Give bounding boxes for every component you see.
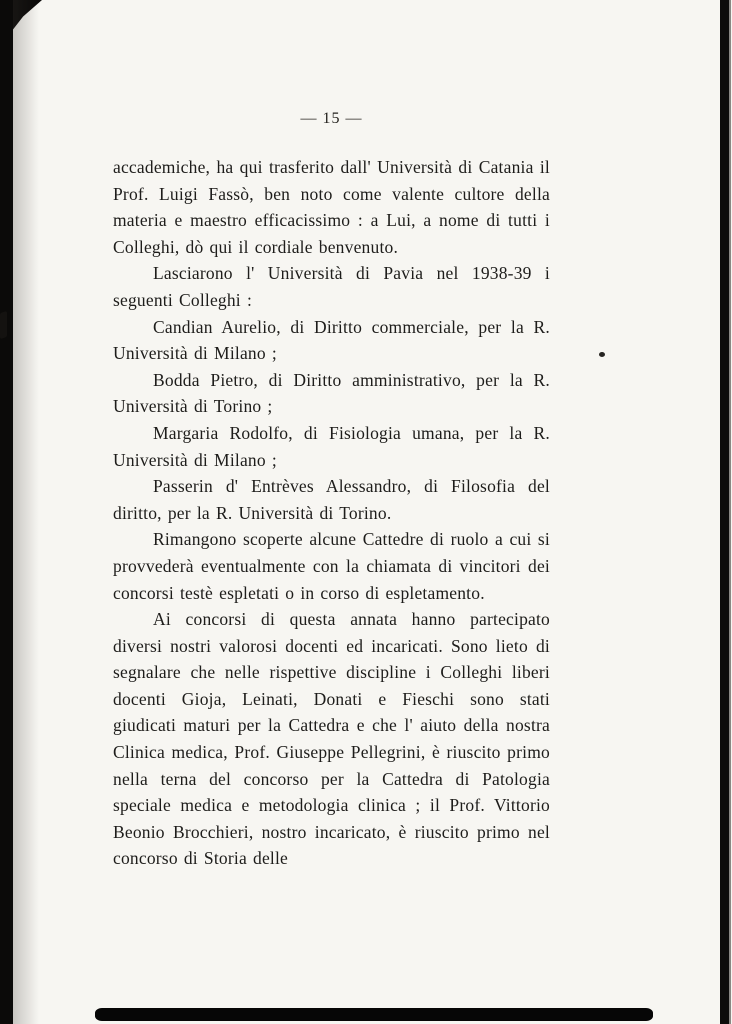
paragraph: Lasciarono l' Università di Pavia nel 1938-39 i seguenti Colleghi :	[113, 263, 550, 310]
body-text	[113, 154, 550, 872]
scan-edge-right-fray	[729, 0, 731, 1024]
paragraph-list-item: Candian Aurelio, di Diritto commerciale, per la R. Università di Milano ;	[113, 316, 550, 364]
paragraph-list-item: Passerin d' Entrèves Alessandro, di Filosofia del diritto, per la R. Università di Torino.	[113, 476, 550, 523]
paragraph: Rimangono scoperte alcune Cattedre di ruolo a cui si provvederà eventualmente con la chiamata di vincitori dei concorsi testè espletati o in corso di espletamento.	[113, 529, 550, 603]
paragraph-continuation: accademiche, ha qui trasferito dall' Università di Catania il Prof. Luigi Fassò, ben noto come valente cultore della materia e maestro efficacissimo : a Lui, a nome di tutti i Colleghi, dò qui il cordiale benvenuto.	[113, 157, 550, 257]
scan-mark-bottom	[95, 1008, 653, 1021]
page-gutter-shadow	[13, 0, 39, 1024]
paragraph-list-item: Margaria Rodolfo, di Fisiologia umana, per la R. Università di Milano ;	[113, 422, 550, 470]
scan-mark-left	[0, 311, 7, 339]
scan-edge-right	[720, 0, 729, 1024]
ink-speck	[599, 352, 605, 357]
scan-edge-left	[0, 0, 13, 1024]
page-number: — 15 —	[300, 110, 363, 127]
paragraph-list-item: Bodda Pietro, di Diritto amministrativo, per la R. Università di Torino ;	[113, 369, 550, 417]
text-block	[113, 110, 550, 872]
paragraph: Ai concorsi di questa annata hanno partecipato diversi nostri valorosi docenti ed incaricati. Sono lieto di segnalare che nelle rispettive discipline i Colleghi liberi docenti Gioja, Leinati, Donati e Fieschi sono stati giudicati maturi per la Cattedra e che l' aiuto della nostra Clinica medica, Prof. Giuseppe Pellegrini, è riuscito primo nella terna del concorso per la Cattedra di Patologia speciale medica e metodologia clinica ; il Prof. Vittorio Beonio Brocchieri, nostro incaricato, è riuscito primo nel concorso di Storia delle	[113, 609, 550, 869]
